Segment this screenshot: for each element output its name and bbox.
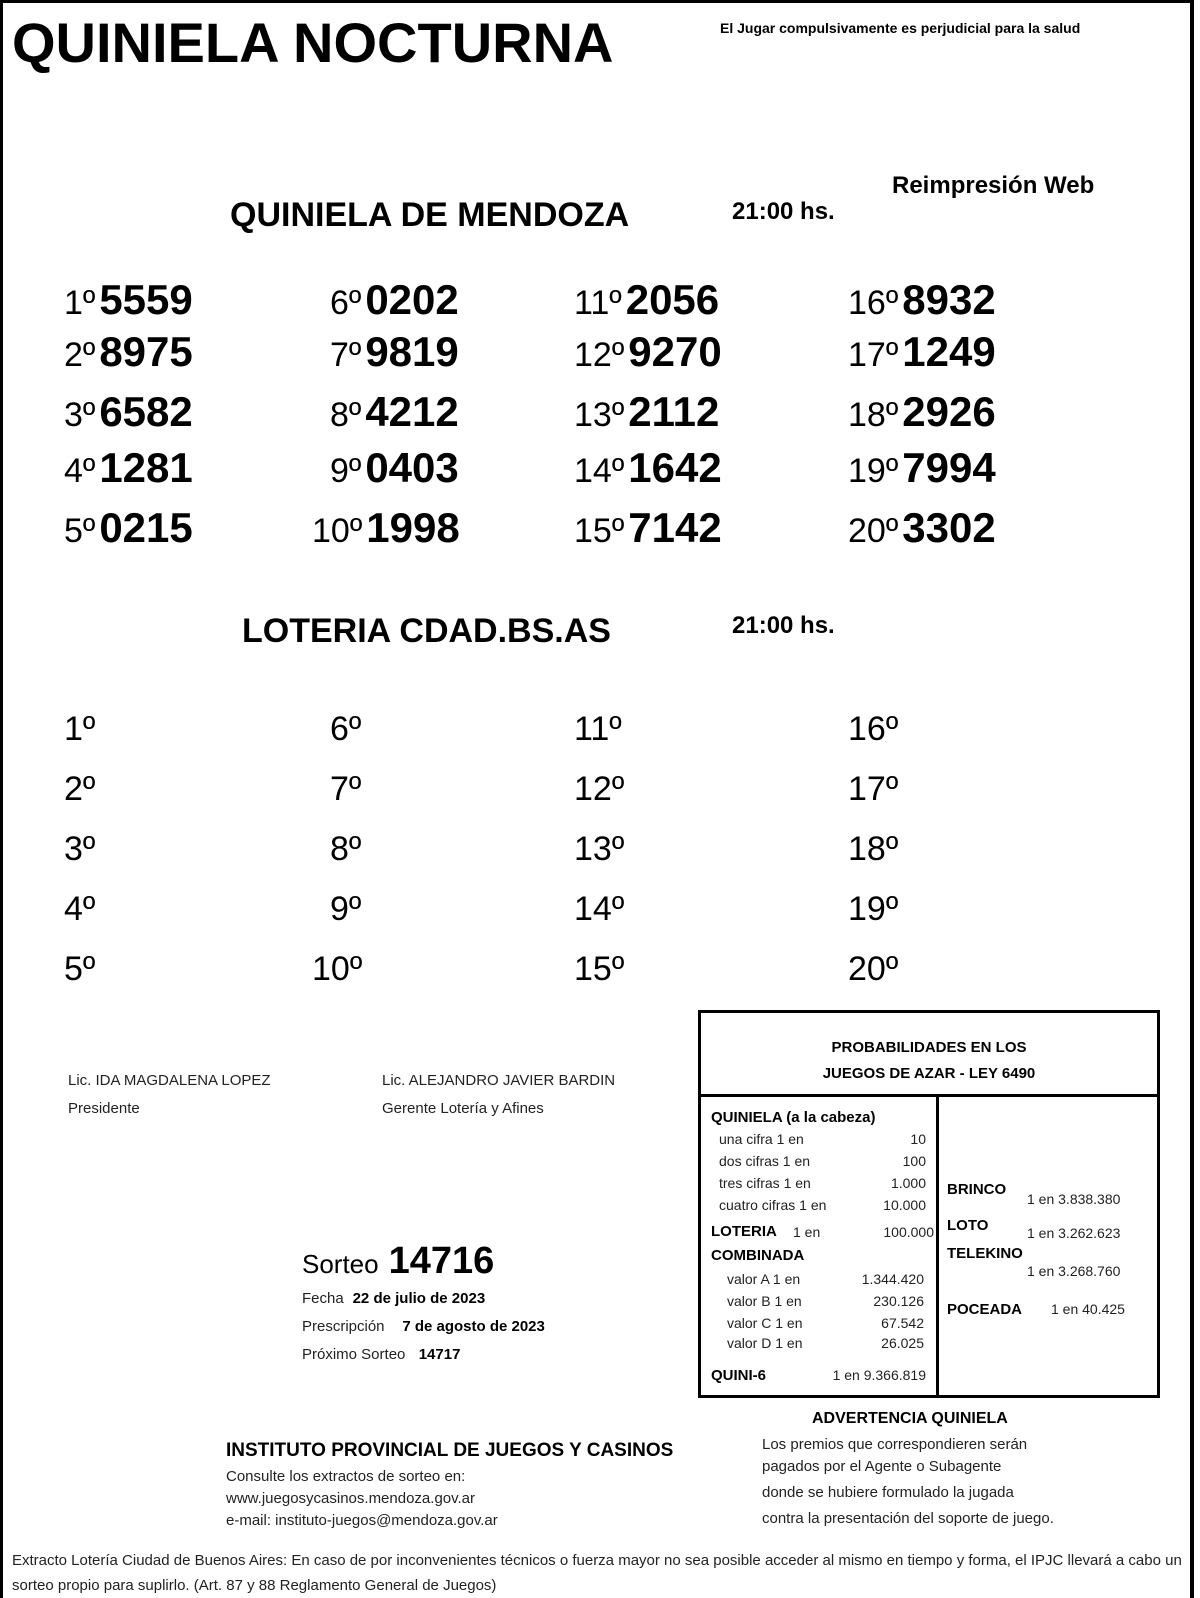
bsas-result-position: 11º	[574, 710, 622, 748]
bsas-result-cell	[848, 882, 902, 930]
mendoza-result-cell	[848, 276, 996, 324]
bsas-result-position: 8º	[330, 830, 362, 868]
mendoza-result-position: 11º	[574, 284, 622, 322]
mendoza-result-position: 5º	[64, 512, 96, 550]
combinada-prob-label: valor C 1 en	[727, 1315, 803, 1331]
mendoza-result-number: 2056	[625, 276, 720, 323]
advertencia-line: donde se hubiere formulado la jugada	[762, 1484, 1014, 1501]
probabilities-left-column	[701, 1097, 939, 1395]
institute-email[interactable]: e-mail: instituto-juegos@mendoza.gov.ar	[226, 1512, 498, 1529]
mendoza-result-cell	[312, 504, 460, 552]
mendoza-result-number: 0215	[99, 504, 193, 551]
combinada-prob-title: COMBINADA	[711, 1247, 805, 1264]
bsas-result-position: 7º	[330, 770, 362, 808]
bsas-result-cell	[574, 942, 628, 990]
mendoza-result-cell	[330, 388, 459, 436]
bsas-result-cell	[574, 882, 628, 930]
probabilities-header	[701, 1013, 1157, 1097]
mendoza-result-cell	[574, 444, 722, 492]
mendoza-result-cell	[848, 444, 996, 492]
signature-role-manager: Gerente Lotería y Afines	[382, 1100, 544, 1117]
mendoza-result-position: 10º	[312, 512, 363, 550]
loteria-prob-label: LOTERIA	[711, 1223, 777, 1240]
sorteo-number: 14716	[388, 1240, 495, 1282]
quiniela-prob-label: una cifra 1 en	[719, 1131, 804, 1147]
poceada-prob-value: 1 en 40.425	[1051, 1301, 1125, 1317]
quiniela-prob-value: 10.000	[883, 1197, 926, 1213]
mendoza-result-cell	[848, 504, 996, 552]
bsas-result-position: 1º	[64, 710, 96, 748]
mendoza-result-number: 1642	[628, 444, 722, 491]
combinada-prob-label: valor B 1 en	[727, 1293, 802, 1309]
mendoza-result-cell	[574, 328, 722, 376]
institute-line: Consulte los extractos de sorteo en:	[226, 1468, 466, 1485]
loto-prob-value: 1 en 3.262.623	[1027, 1225, 1121, 1241]
advertencia-text	[762, 1434, 1054, 1530]
bsas-title: LOTERIA CDAD.BS.AS	[242, 612, 611, 650]
loteria-prob-value: 100.000	[883, 1224, 934, 1240]
institute-website[interactable]: www.juegosycasinos.mendoza.gov.ar	[226, 1490, 476, 1507]
bsas-result-position: 12º	[574, 770, 625, 808]
combinada-prob-label: valor A 1 en	[727, 1271, 801, 1287]
bsas-result-position: 9º	[330, 890, 362, 928]
bsas-result-cell	[64, 882, 99, 930]
fecha-value: 22 de julio de 2023	[352, 1290, 486, 1307]
advertencia-line: Los premios que correspondieren serán	[762, 1436, 1028, 1453]
bsas-result-cell	[64, 762, 99, 810]
mendoza-result-number: 5559	[99, 276, 193, 323]
combinada-prob-value: 26.025	[881, 1335, 924, 1351]
mendoza-result-number: 2926	[902, 388, 996, 435]
bsas-result-position: 19º	[848, 890, 899, 928]
quini6-prob-label: QUINI-6	[711, 1367, 767, 1384]
mendoza-result-cell	[64, 328, 193, 376]
signature-role-president: Presidente	[68, 1100, 140, 1117]
mendoza-result-number: 0403	[365, 444, 459, 491]
bsas-result-position: 2º	[64, 770, 96, 808]
bsas-result-position: 6º	[330, 710, 362, 748]
mendoza-result-cell	[848, 328, 996, 376]
bsas-result-position: 15º	[574, 950, 625, 988]
mendoza-result-cell	[330, 328, 459, 376]
prescripcion-label: Prescripción	[302, 1318, 385, 1335]
mendoza-result-number: 9819	[365, 328, 459, 375]
mendoza-title: QUINIELA DE MENDOZA	[230, 196, 630, 234]
bsas-time: 21:00 hs.	[732, 612, 835, 639]
proximo-row	[302, 1346, 460, 1364]
advertencia-line: contra la presentación del soporte de juego.	[762, 1510, 1054, 1527]
mendoza-result-position: 4º	[64, 452, 96, 490]
mendoza-result-position: 17º	[848, 336, 899, 374]
bsas-result-cell	[574, 702, 626, 750]
quiniela-prob-label: dos cifras 1 en	[719, 1153, 811, 1169]
mendoza-result-position: 20º	[848, 512, 899, 550]
quiniela-prob-label: tres cifras 1 en	[719, 1175, 811, 1191]
mendoza-result-position: 12º	[574, 336, 625, 374]
quiniela-prob-value: 1.000	[890, 1175, 926, 1191]
advertencia-title: ADVERTENCIA QUINIELA	[812, 1410, 1008, 1427]
proximo-value: 14717	[418, 1346, 461, 1363]
quiniela-prob-value: 100	[902, 1153, 926, 1169]
bsas-result-cell	[330, 882, 365, 930]
mendoza-result-cell	[64, 388, 193, 436]
mendoza-result-cell	[574, 388, 719, 436]
bsas-result-cell	[848, 762, 902, 810]
reprint-label: Reimpresión Web	[892, 172, 1095, 199]
mendoza-result-cell	[574, 504, 722, 552]
sorteo-block	[302, 1240, 494, 1283]
mendoza-time: 21:00 hs.	[732, 198, 835, 225]
mendoza-result-position: 15º	[574, 512, 625, 550]
bsas-result-cell	[848, 942, 902, 990]
signature-name-manager: Lic. ALEJANDRO JAVIER BARDIN	[382, 1072, 616, 1089]
mendoza-result-position: 18º	[848, 396, 899, 434]
sorteo-label: Sorteo	[302, 1249, 379, 1279]
poceada-prob-label: POCEADA	[947, 1301, 1023, 1318]
mendoza-result-number: 7994	[902, 444, 996, 491]
loteria-prob-en: 1 en	[793, 1224, 821, 1240]
bsas-result-cell	[574, 762, 628, 810]
bsas-result-position: 10º	[312, 950, 363, 988]
fecha-label: Fecha	[302, 1290, 344, 1307]
mendoza-result-number: 1281	[99, 444, 193, 491]
loto-prob-label: LOTO	[947, 1217, 989, 1234]
mendoza-result-number: 7142	[628, 504, 722, 551]
mendoza-result-position: 14º	[574, 452, 625, 490]
bsas-result-position: 16º	[848, 710, 899, 748]
mendoza-result-number: 4212	[365, 388, 459, 435]
advertencia-line: pagados por el Agente o Subagente	[762, 1458, 1002, 1475]
bsas-result-position: 17º	[848, 770, 899, 808]
mendoza-result-cell	[848, 388, 996, 436]
prescripcion-row	[302, 1318, 545, 1336]
mendoza-result-cell	[64, 504, 193, 552]
mendoza-result-position: 1º	[64, 284, 96, 322]
mendoza-result-number: 6582	[99, 388, 193, 435]
bsas-result-cell	[330, 822, 365, 870]
mendoza-result-number: 3302	[902, 504, 996, 551]
quiniela-prob-value: 10	[910, 1131, 926, 1147]
bsas-result-cell	[312, 942, 366, 990]
bsas-result-position: 20º	[848, 950, 899, 988]
bsas-result-position: 4º	[64, 890, 96, 928]
mendoza-result-cell	[64, 276, 193, 324]
combinada-prob-value: 230.126	[873, 1293, 924, 1309]
bsas-result-position: 13º	[574, 830, 625, 868]
brinco-prob-label: BRINCO	[947, 1181, 1007, 1198]
institute-title: INSTITUTO PROVINCIAL DE JUEGOS Y CASINOS	[226, 1440, 674, 1461]
bsas-result-cell	[64, 822, 99, 870]
bsas-result-cell	[574, 822, 628, 870]
mendoza-result-position: 16º	[848, 284, 899, 322]
telekino-prob-value: 1 en 3.268.760	[1027, 1263, 1121, 1279]
brinco-prob-value: 1 en 3.838.380	[1027, 1191, 1121, 1207]
quiniela-prob-label: cuatro cifras 1 en	[719, 1197, 827, 1213]
probabilities-title-line1: PROBABILIDADES EN LOS	[831, 1039, 1027, 1056]
mendoza-result-cell	[330, 444, 459, 492]
bsas-result-cell	[330, 762, 365, 810]
probabilities-box	[698, 1010, 1160, 1398]
probabilities-title-line2: JUEGOS DE AZAR - LEY 6490	[822, 1065, 1036, 1082]
health-warning: El Jugar compulsivamente es perjudicial para la salud	[720, 20, 1081, 36]
mendoza-result-position: 8º	[330, 396, 362, 434]
fecha-row	[302, 1290, 485, 1308]
mendoza-result-number: 8975	[99, 328, 193, 375]
proximo-label: Próximo Sorteo	[302, 1346, 406, 1363]
mendoza-result-position: 9º	[330, 452, 362, 490]
mendoza-result-position: 6º	[330, 284, 362, 322]
combinada-prob-value: 1.344.420	[861, 1271, 924, 1287]
telekino-prob-label: TELEKINO	[947, 1245, 1023, 1262]
mendoza-result-number: 1998	[366, 504, 460, 551]
mendoza-result-cell	[574, 276, 719, 324]
mendoza-result-number: 1249	[902, 328, 996, 375]
bsas-result-cell	[848, 702, 902, 750]
bsas-result-cell	[64, 942, 99, 990]
bsas-result-position: 14º	[574, 890, 625, 928]
bsas-result-cell	[848, 822, 902, 870]
combinada-prob-value: 67.542	[881, 1315, 924, 1331]
mendoza-result-position: 2º	[64, 336, 96, 374]
quiniela-prob-title: QUINIELA (a la cabeza)	[711, 1109, 876, 1126]
mendoza-result-number: 8932	[902, 276, 996, 323]
page-title: QUINIELA NOCTURNA	[12, 11, 614, 74]
mendoza-result-position: 7º	[330, 336, 362, 374]
footer-note: Extracto Lotería Ciudad de Buenos Aires: En caso de por inconvenientes técnicos o fuerza mayor no sea posible acceder al mismo en tiempo y forma, el IPJC llevará a cabo un sorteo propio para suplirlo. (Art. 87 y 88 Reglamento General de Juegos)	[12, 1552, 1182, 1594]
mendoza-result-number: 2112	[628, 388, 720, 435]
mendoza-result-position: 13º	[574, 396, 625, 434]
institute-info	[226, 1466, 498, 1532]
mendoza-result-cell	[64, 444, 193, 492]
combinada-prob-label: valor D 1 en	[727, 1335, 803, 1351]
bsas-result-cell	[330, 702, 365, 750]
mendoza-result-number: 0202	[365, 276, 459, 323]
bsas-result-position: 18º	[848, 830, 899, 868]
bsas-result-cell	[64, 702, 99, 750]
bsas-result-position: 3º	[64, 830, 96, 868]
mendoza-result-cell	[330, 276, 459, 324]
signature-name-president: Lic. IDA MAGDALENA LOPEZ	[68, 1072, 271, 1089]
mendoza-result-position: 3º	[64, 396, 96, 434]
mendoza-result-number: 9270	[628, 328, 722, 375]
mendoza-result-position: 19º	[848, 452, 899, 490]
prescripcion-value: 7 de agosto de 2023	[402, 1318, 545, 1335]
quini6-prob-value: 1 en 9.366.819	[832, 1367, 926, 1383]
bsas-result-position: 5º	[64, 950, 96, 988]
